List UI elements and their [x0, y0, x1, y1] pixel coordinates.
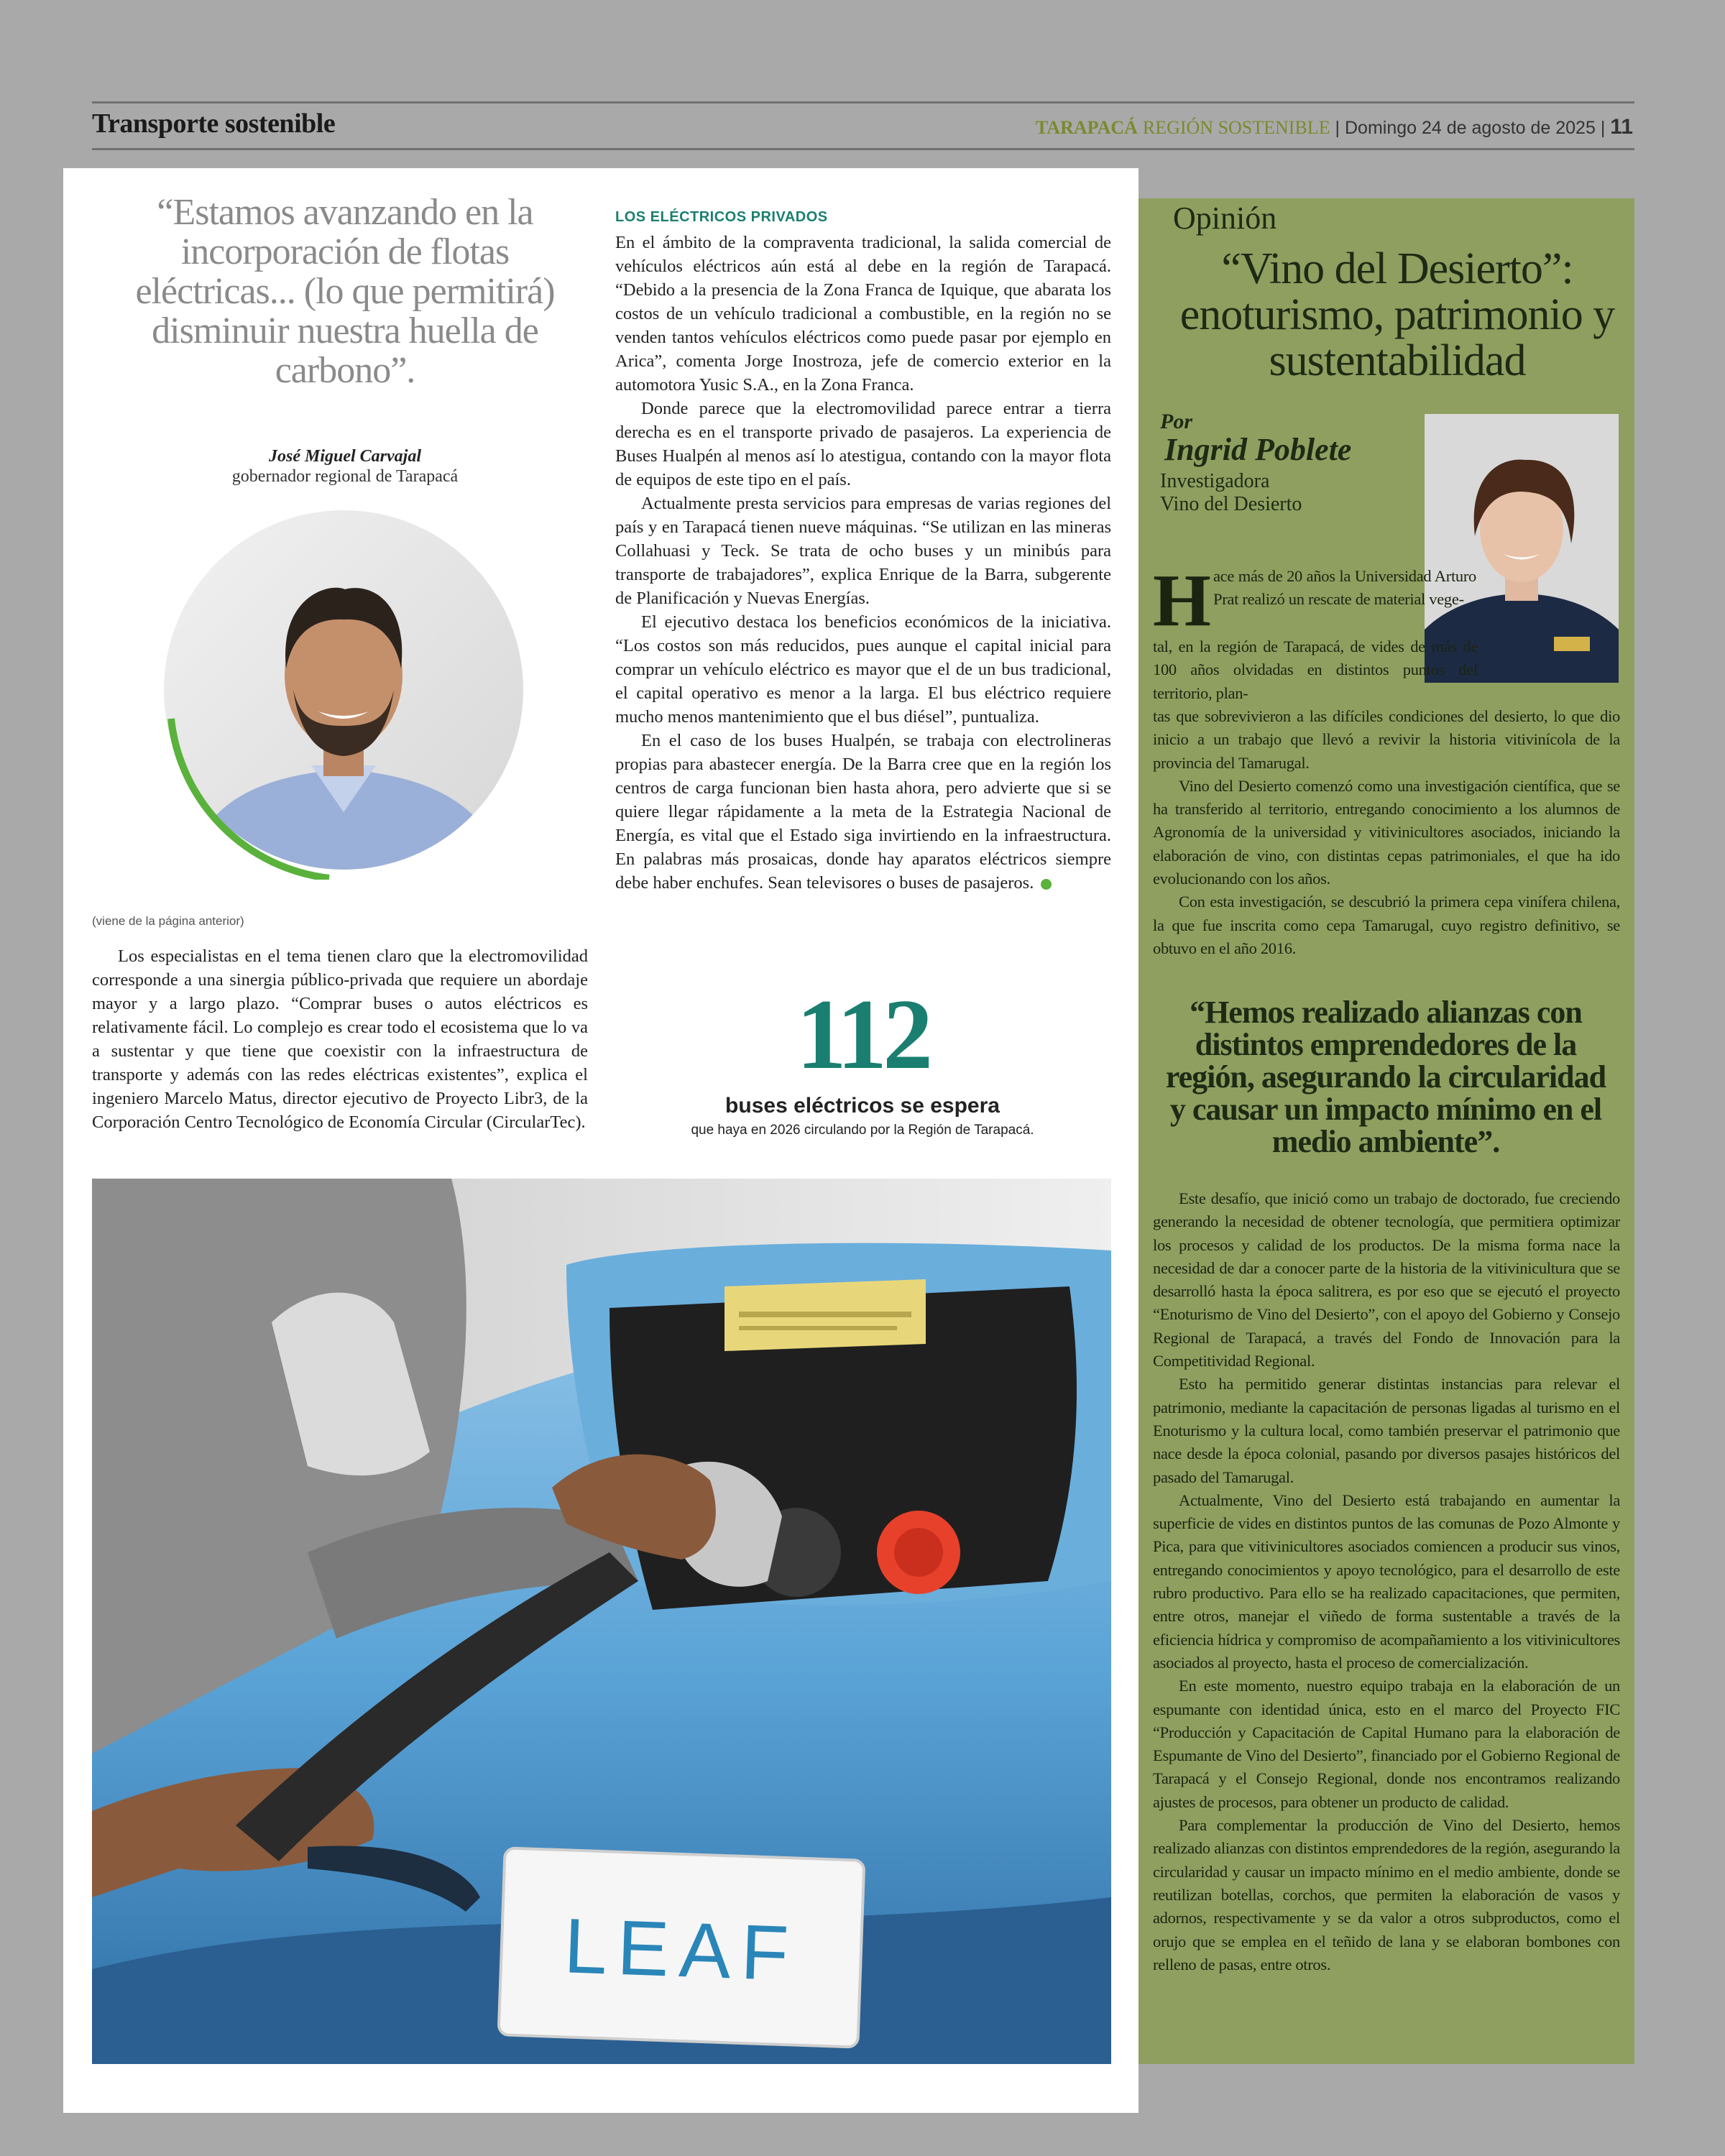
license-plate-text: LEAF — [562, 1902, 800, 1997]
ev-charging-photo — [92, 1179, 1111, 2064]
governor-portrait — [157, 510, 526, 880]
paragraph: Con esta investigación, se descubrió la primera cepa vinífera chilena, la que fue inscrita como cepa Tamarugal, cuyo registro definitivo, se obtuvo en el año 2016. — [1153, 893, 1620, 957]
masthead — [1036, 115, 1633, 139]
end-mark-icon — [1041, 879, 1052, 890]
paragraph: Este desafío, que inició como un trabajo de doctorado, fue creciendo generando la necesidad de obtener tecnología, que permitiera optimizar los procesos y calidad de los productos. De la misma forma nace la necesidad de dar a conocer parte de la historia de la vitivinicultura que se desarrolló hasta la época salitrera, es por eso que se ejecutó el proyecto “Enoturismo de Vino del Desierto”, con el apoyo del Gobierno y Consejo Regional de Tarapacá, a través del Fondo de Innovación para la Competitividad Regional. — [1153, 1189, 1620, 1370]
opinion-pull-quote: “Hemos realizado alianzas con distintos emprendedores de la región, asegurando la circularidad y causar un impacto mínimo en el medio ambiente”. — [1165, 995, 1606, 1159]
paragraph: tas que sobrevivieron a las difíciles condiciones del desierto, lo que dio inicio a un trabajo que llevó a revivir la historia vitivinícola de la provincia del Tamarugal. — [1153, 707, 1620, 772]
paragraph — [615, 729, 1111, 895]
paragraph: El ejecutivo destaca los beneficios económicos de la iniciativa. “Los costos son más reducidos, pues aunque el capital inicial para comprar un vehículo eléctrico es mayor que el de un bus tradicional, el capital operativo es menor a la larga. El bus eléctrico requiere mucho menos mantenimiento que el bus diésel”, puntualiza. — [615, 612, 1111, 727]
paragraph: Para complementar la producción de Vino del Desierto, hemos realizado alianzas con distintos emprendedores de la región, asegurando la circularidad y causar un impacto mínimo en el medio ambiente, donde se reutilizan botellas, corchos, que permiten la elaboración de vasos y adornos, respectivamente y se da valor a otros subproductos, como el orujo que se emplea en el teñido de lana y se elaboran bombones con relleno de pasas, entre otros. — [1153, 1816, 1620, 1973]
quote-author: José Miguel Carvajal — [268, 447, 421, 466]
opinion-label: Opinión — [1173, 201, 1277, 236]
stat-number: 112 — [796, 979, 929, 1090]
byline-prefix: Por — [1160, 410, 1192, 433]
header-rule-top — [92, 101, 1634, 103]
paragraph: En este momento, nuestro equipo trabaja en la elaboración de un espumante con identidad única, esto en el marco del Proyecto FIC “Producción y Capacitación de Capital Humano para la elaboración de Espumante de Vino del Desierto”, financiado por el Gobierno Regional de Tarapacá y el Consejo Regional, donde nos encontramos realizando ajustes de procesos, para obtener un producto de calidad. — [1153, 1677, 1620, 1811]
author-role: Investigadora — [1160, 470, 1270, 492]
paragraph: Los especialistas en el tema tienen claro que la electromovilidad corresponde a una sinergia público-privada que requiere un abordaje mayor y a largo plazo. “Comprar buses o autos eléctricos es relativamente fácil. Lo complejo es crear todo el ecosistema que lo va a sustentar y que tiene que coexistir con la infraestructura de transporte y además con las redes eléctricas existentes”, explica el ingeniero Marcelo Matus, director ejecutivo de Proyecto Libr3, de la Corporación Centro Tecnológico de Economía Circular (CircularTec). — [92, 946, 588, 1132]
header-rule-bottom — [92, 148, 1634, 150]
opinion-body — [1153, 1187, 1620, 1976]
brand-name: TARAPACÁ — [1035, 117, 1138, 138]
continued-note: (viene de la página anterior) — [92, 914, 244, 928]
paragraph: Donde parece que la electromovilidad parece entrar a tierra derecha es en el transporte privado de pasajeros. La experiencia de Buses Hualpén al menos así lo atestigua, contando con la mayor flota de equipos de este tipo en el país. — [615, 399, 1111, 489]
section-title: Transporte sostenible — [92, 109, 336, 139]
pull-quote: “Estamos avanzando en la incorporación de flotas eléctricas... (lo que permitirá) disminuir nuestra huella de carbono”. — [135, 192, 555, 391]
paragraph: Actualmente presta servicios para empresas de varias regiones del país y en Tarapacá tienen nueve máquinas. “Se utilizan en las mineras Collahuasi y Teck. Se trata de ocho buses y un minibús para transporte de trabajadores”, explica Enrique de la Barra, subgerente de Planificación y Nuevas Energías. — [615, 494, 1111, 608]
paragraph-text: En el caso de los buses Hualpén, se trabaja con electrolineras propias para abastecer energía. De la Barra cree que en la región los centros de carga funcionan bien hasta ahora, pero advierte que si se quiere llegar rápidamente a la meta de la Estrategia Nacional de Energía, es vital que el Estado siga invirtiendo en la infraestructura. En palabras más prosaicas, donde hay aparatos eléctricos siempre debe haber enchufes. Sean televisores o buses de pasajeros. — [615, 731, 1111, 893]
brand-tagline: REGIÓN SOSTENIBLE — [1142, 117, 1330, 138]
opinion-intro-line — [1213, 565, 1476, 612]
stat-label: buses eléctricos se espera — [725, 1094, 1000, 1118]
dropcap: H — [1153, 559, 1211, 642]
article-column-2 — [615, 206, 1111, 895]
issue-date: Domingo 24 de agosto de 2025 — [1344, 118, 1596, 138]
paragraph: Vino del Desierto comenzó como una investigación científica, que se ha transferido al territorio, entregando conocimiento a los alumnos de Agronomía de la universidad y vitivinicultores asociados, iniciando la elaboración de vino, con distintas cepas patrimoniales, el que ha ido evolucionando con los años. — [1153, 776, 1620, 888]
subhead-kicker: LOS ELÉCTRICOS PRIVADOS — [615, 209, 828, 225]
page-number: 11 — [1610, 115, 1633, 139]
author-organization: Vino del Desierto — [1160, 493, 1302, 515]
paragraph: En el ámbito de la compraventa tradicional, la salida comercial de vehículos eléctricos aún está al debe en la región de Tarapacá. “Debido a la presencia de la Zona Franca de Iquique, que abarata los costos de un vehículo tradicional a combustible, en la región no se venden tantos vehículos eléctricos como puede pasar por ejemplo en Arica”, comenta Jorge Inostroza, jefe de comercio exterior en la automotora Yusic S.A., en la Zona Franca. — [615, 233, 1111, 395]
opinion-author: Ingrid Poblete — [1164, 432, 1352, 467]
paragraph: tal, en la región de Tarapacá, de vides de más de 100 años olvidadas en distintos puntos del territorio, plan- — [1153, 637, 1478, 702]
opinion-intro-line — [1153, 635, 1478, 705]
separator: | — [1600, 118, 1606, 138]
paragraph: Actualmente, Vino del Desierto está trabajando en aumentar la superficie de vides en distintos puntos de las comunas de Pozo Almonte y Pica, para que vitivinicultores asociados comiencen a producir sus vinos, entregando conocimientos y apoyo tecnológico, para el desarrollo de este rubro productivo. Para ello se ha realizado capacitaciones, que permiten, entre otros, manejar el viñedo de forma sustentable a través de la eficiencia hídrica y compromiso de acompañamiento a los vitivinicultores asociados al proyecto, hasta el proceso de comercialización. — [1153, 1491, 1620, 1672]
opinion-intro-cont — [1153, 705, 1620, 960]
opinion-title: “Vino del Desierto”: enoturismo, patrimonio y sustentabilidad — [1179, 244, 1615, 385]
paragraph: ace más de 20 años la Universidad Arturo Prat realizó un rescate de material vege- — [1213, 567, 1476, 609]
quote-author-role: gobernador regional de Tarapacá — [231, 467, 459, 486]
paragraph: Esto ha permitido generar distintas instancias para relevar el patrimonio, mediante la capacitación de personas ligadas al turismo en el Enoturismo y la cultura local, como también preservar el patrimonio que nace desde la época colonial, pasando por diversos pasajes históricos del pasado del Tamarugal. — [1153, 1375, 1620, 1486]
separator: | — [1335, 118, 1340, 138]
stat-sublabel: que haya en 2026 circulando por la Región de Tarapacá. — [691, 1123, 1034, 1138]
article-column-1 — [92, 944, 588, 1134]
